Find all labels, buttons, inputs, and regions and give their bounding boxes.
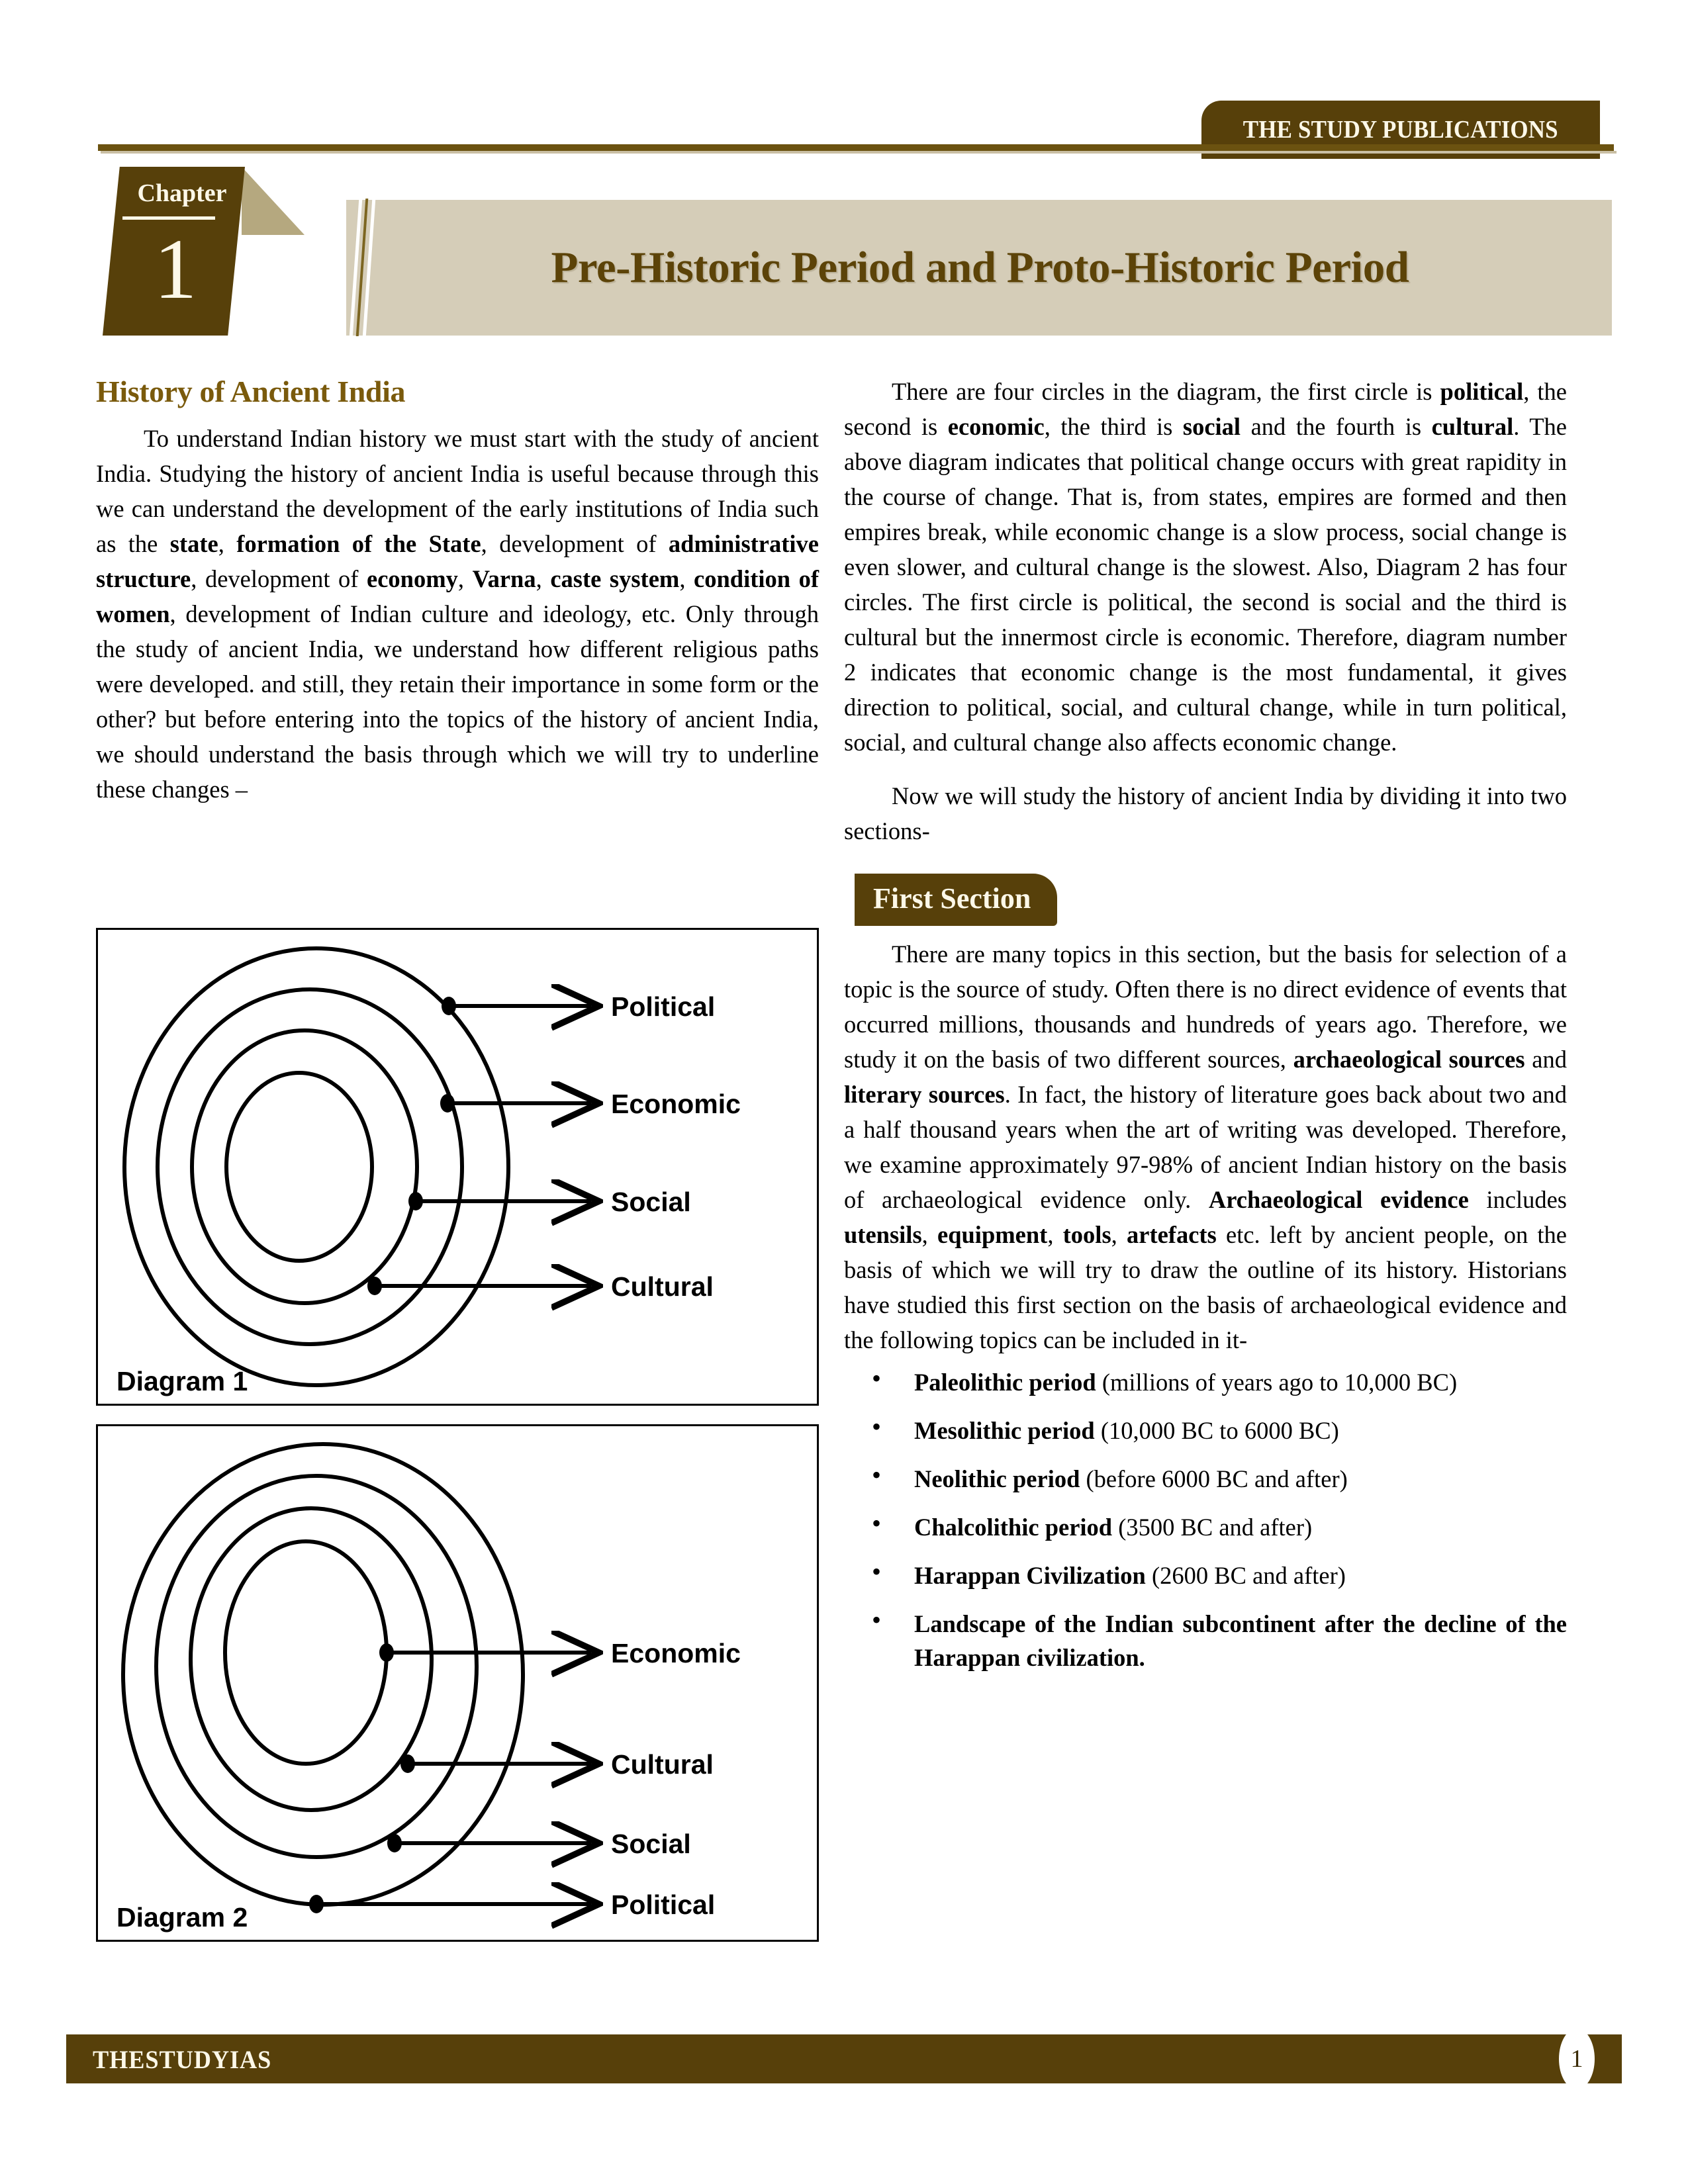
publisher-badge-text: THE STUDY PUBLICATIONS xyxy=(1243,116,1559,144)
topic-bold-label: Chalcolithic period xyxy=(914,1514,1113,1541)
bold-cultural: cultural xyxy=(1431,413,1514,440)
text-run: There are four circles in the diagram, the first circle is xyxy=(892,378,1440,405)
text-run: , the third is xyxy=(1044,413,1183,440)
topic-bold-label: Mesolithic period xyxy=(914,1417,1095,1444)
text-run: , xyxy=(457,565,473,592)
topic-list-item xyxy=(844,1462,1567,1496)
diagram-1-caption: Diagram 1 xyxy=(117,1366,248,1396)
bold-caste-system: caste system xyxy=(550,565,680,592)
diagram-1-label-cultural: Cultural xyxy=(611,1271,714,1302)
bold-artefacts: artefacts xyxy=(1127,1221,1217,1248)
leader-lines xyxy=(375,1006,591,1286)
text-run: , the second is xyxy=(844,378,1567,440)
paragraph-sources xyxy=(844,936,1567,1357)
topic-list-item xyxy=(844,1414,1567,1447)
paragraph-intro xyxy=(96,421,819,807)
topics-list xyxy=(844,1365,1567,1674)
paragraph-four-circles xyxy=(844,374,1567,760)
diagram-1-label-economic: Economic xyxy=(611,1089,741,1119)
text-run: , development of xyxy=(191,565,367,592)
topic-detail-text: (3500 BC and after) xyxy=(1112,1514,1313,1541)
topic-detail-text: (before 6000 BC and after) xyxy=(1080,1465,1348,1492)
bold-tools: tools xyxy=(1062,1221,1111,1248)
topic-list-item xyxy=(844,1607,1567,1674)
concentric-ellipses xyxy=(123,1444,523,1905)
diagram-2-container xyxy=(96,1424,819,1942)
text-run: . In fact, the history of literature goes back about two and a half thousand years when the art of writing was developed. Therefore, we examine approximately 97-98% of ancient Indian history on the basis of archaeological evidence only. xyxy=(844,1081,1567,1213)
bold-literary-sources: literary sources xyxy=(844,1081,1005,1108)
footer-brand: THESTUDYIAS xyxy=(93,2046,272,2074)
topic-bold-label: Paleolithic period xyxy=(914,1369,1096,1396)
header-rule xyxy=(98,144,1614,151)
bold-social: social xyxy=(1182,413,1241,440)
text-run: , development of Indian culture and ideology, etc. Only through the study of ancient India, we understand how different religious paths were developed. and still, they retain their importance in some form or the other? but before entering into the topics of the history of ancient India, we should understand the basis through which we will try to underline these changes – xyxy=(96,600,819,803)
diagram-1-figure xyxy=(98,930,817,1404)
text-run: etc. left by ancient people, on the basis of which we will try to draw the outline of its history. Historians have studied this first section on the basis of archaeological evidence and the following topics can be included in it- xyxy=(844,1221,1567,1353)
topic-bold-label: Harappan Civilization xyxy=(914,1562,1146,1589)
text-run: and xyxy=(1524,1046,1568,1073)
topic-list-item xyxy=(844,1559,1567,1592)
topic-list-item xyxy=(844,1365,1567,1399)
chapter-tab-fold xyxy=(242,167,305,235)
chapter-word-label: Chapter xyxy=(137,179,227,207)
header-rule-shadow xyxy=(101,151,1617,154)
text-run: , xyxy=(1111,1221,1127,1248)
footer-bar xyxy=(66,2034,1622,2083)
diagram-2-label-cultural: Cultural xyxy=(611,1749,714,1780)
bold-formation-of-the-state: formation of the State xyxy=(236,530,481,557)
text-run: includes xyxy=(1468,1186,1567,1213)
text-run: There are many topics in this section, but the basis for selection of a topic is the source of study. Often there is no direct evidence of events that occurred millions, thousands and hundreds of years ago. Therefore, we study it on the basis of two different sources, xyxy=(844,940,1567,1073)
anchor-dots xyxy=(309,1643,415,1913)
text-run: and the fourth is xyxy=(1241,413,1432,440)
topic-detail-text: (2600 BC and after) xyxy=(1145,1562,1346,1589)
topic-bold-label: Neolithic period xyxy=(914,1465,1080,1492)
text-run: , xyxy=(921,1221,937,1248)
section-heading-history-of-ancient-india: History of Ancient India xyxy=(96,375,406,408)
bold-administrative-structure: administrative structure xyxy=(96,530,819,592)
leader-lines xyxy=(316,1653,591,1904)
diagram-1-container xyxy=(96,928,819,1406)
bold-varna: Varna xyxy=(472,565,536,592)
text-run: , xyxy=(536,565,551,592)
bold-economic: economic xyxy=(947,413,1045,440)
bold-economy: economy xyxy=(367,565,458,592)
text-run: . The above diagram indicates that political change occurs with great rapidity in the course of change. That is, from states, empires are formed and then empires break, while economic change is a slow process, social change is even slower, and cultural change is the slowest. Also, Diagram 2 has four circles. The first circle is political, the second is social and the third is cultural but the innermost circle is economic. Therefore, diagram number 2 indicates that economic change is the most fundamental, it gives direction to political, social, and cultural change, while in turn political, social, and cultural change also affects economic change. xyxy=(844,413,1568,756)
text-run: , xyxy=(218,530,237,557)
chapter-banner xyxy=(103,167,1612,336)
topic-list-item xyxy=(844,1510,1567,1544)
chapter-title: Pre-Historic Period and Proto-Historic Period xyxy=(551,243,1409,292)
text-run: To understand Indian history we must start with the study of ancient India. Studying the history of ancient India is useful because through this we can understand the development of the early institutions of India such as the xyxy=(96,425,819,557)
right-column xyxy=(844,374,1567,1689)
diagram-2-label-social: Social xyxy=(611,1829,691,1859)
diagram-1-label-political: Political xyxy=(611,991,716,1022)
bold-political: political xyxy=(1440,378,1524,405)
chapter-number: 1 xyxy=(154,222,197,317)
diagram-2-caption: Diagram 2 xyxy=(117,1902,248,1933)
page-header xyxy=(0,0,1688,165)
topic-detail-text: (millions of years ago to 10,000 BC) xyxy=(1096,1369,1458,1396)
diagram-2-label-economic: Economic xyxy=(611,1638,741,1668)
bold-archaeological-sources: archaeological sources xyxy=(1293,1046,1525,1073)
diagram-2-figure xyxy=(98,1426,817,1940)
bold-state: state xyxy=(169,530,218,557)
diagram-2-label-political: Political xyxy=(611,1889,716,1920)
text-run: , development of xyxy=(481,530,669,557)
paragraph-two-sections: Now we will study the history of ancient India by dividing it into two sections- xyxy=(844,782,1567,844)
text-run: , xyxy=(679,565,694,592)
diagram-1-label-social: Social xyxy=(611,1187,691,1217)
left-column xyxy=(96,374,819,807)
bold-utensils: utensils xyxy=(844,1221,922,1248)
topic-detail-text: (10,000 BC to 6000 BC) xyxy=(1094,1417,1339,1444)
bold-equipment: equipment xyxy=(937,1221,1048,1248)
first-section-pill-wrap xyxy=(844,848,1567,936)
bold-condition-of-women: condition of women xyxy=(96,565,820,627)
chapter-title-band xyxy=(377,200,1612,336)
topic-bold-label: Landscape of the Indian subcontinent after the decline of the Harappan civilization. xyxy=(914,1610,1567,1671)
bold-archaeological-evidence: Archaeological evidence xyxy=(1208,1186,1469,1213)
text-run: , xyxy=(1047,1221,1063,1248)
first-section-pill: First Section xyxy=(855,874,1057,926)
page-number-badge xyxy=(1559,2028,1595,2089)
page-number: 1 xyxy=(1570,2045,1583,2073)
